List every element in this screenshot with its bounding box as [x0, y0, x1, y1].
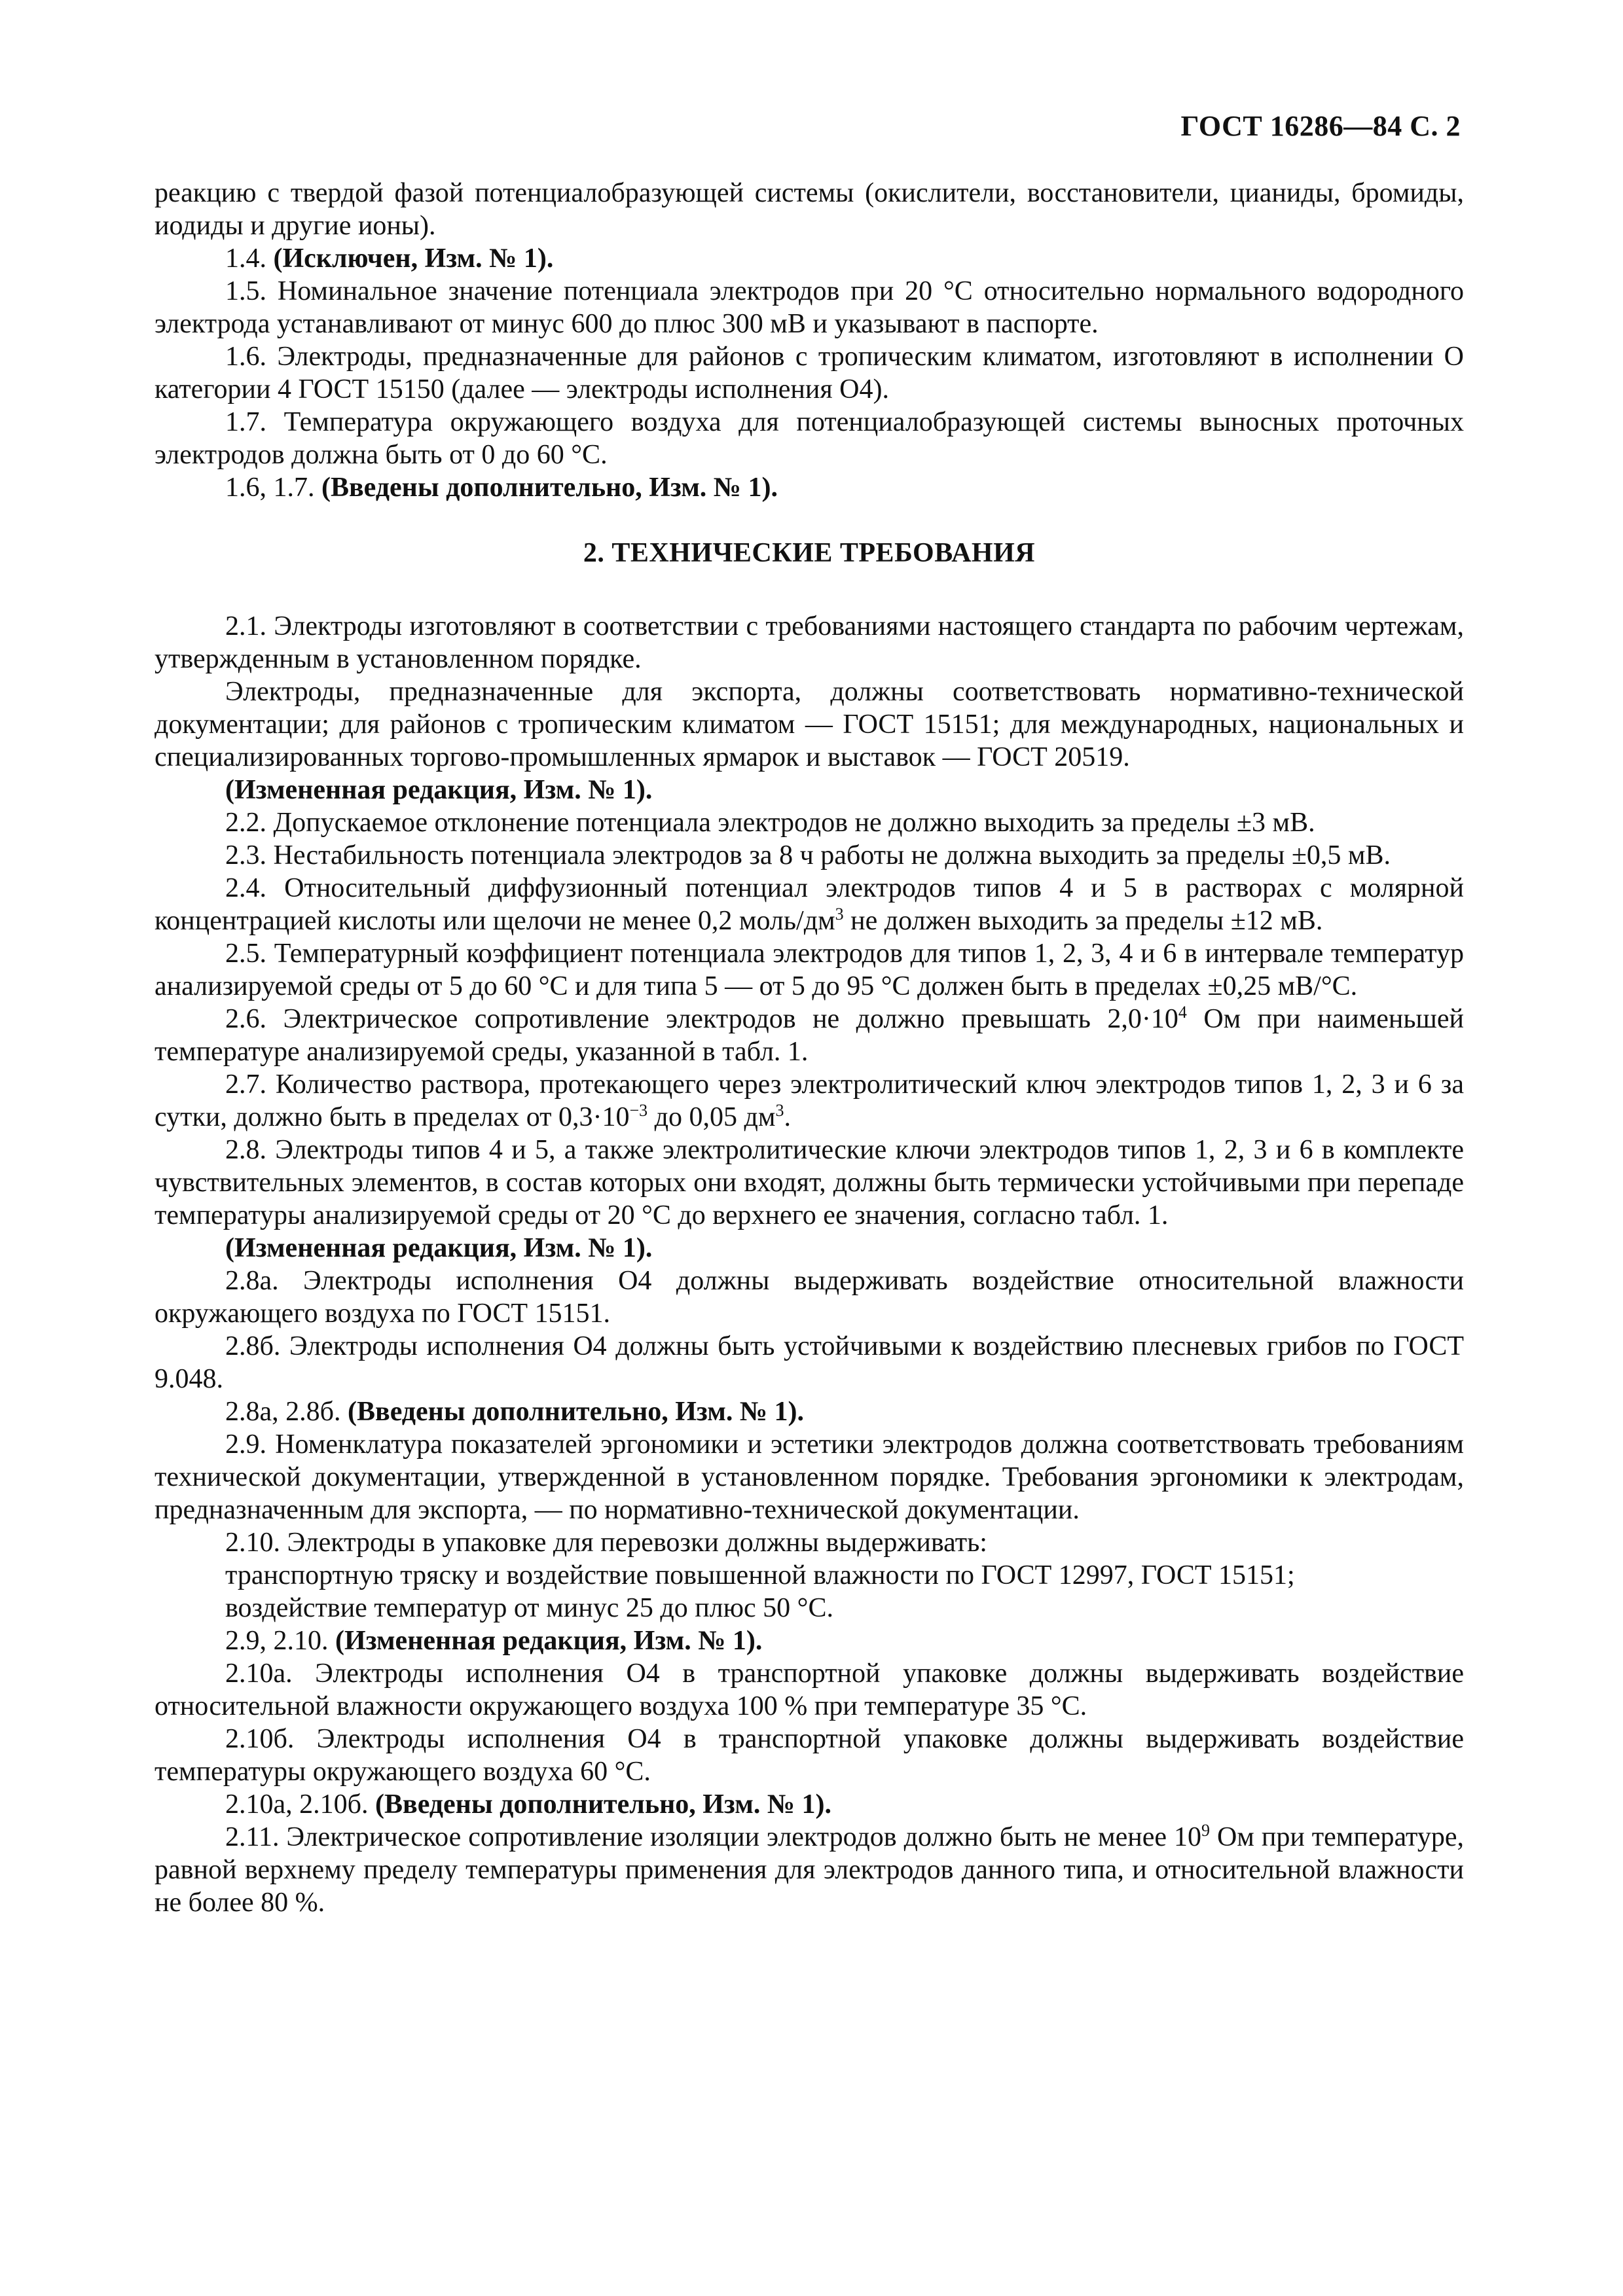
- clause-2-10-item: транспортную тряску и воздействие повышенной влажности по ГОСТ 12997, ГОСТ 15151;: [225, 1560, 1295, 1590]
- clause-number: 1.4.: [225, 243, 266, 274]
- clause-2-8b: 2.8б. Электроды исполнения О4 должны быть устойчивыми к воздействию плесневых грибов по ГОСТ 9.048.: [155, 1331, 1464, 1394]
- clause-text: до 0,05 дм: [647, 1102, 776, 1132]
- clause-2-8: 2.8. Электроды типов 4 и 5, а также электролитические ключи электродов типов 1, 2, 3 и 6 в комплекте чувствительных элементов, в состав которых они входят, должны быть термически устойчивыми при перепаде температуры анализируемой среды от 20 °С до верхнего ее значения, согласно табл. 1.: [155, 1135, 1464, 1230]
- clause-text: .: [784, 1102, 791, 1132]
- clause-text: 2.6. Электрическое сопротивление электродов не должно превышать 2,0·10: [225, 1004, 1178, 1034]
- clause-number: 2.10а, 2.10б.: [225, 1789, 369, 1820]
- amendment-note: (Исключен, Изм. № 1).: [273, 243, 554, 274]
- amendment-note: [155, 774, 1464, 806]
- clause-2-10: 2.10. Электроды в упаковке для перевозки должны выдерживать:: [225, 1528, 987, 1558]
- clause-2-6: [155, 1003, 1464, 1068]
- superscript: 3: [775, 1101, 784, 1120]
- clause-2-9-2-10-note: [155, 1624, 1464, 1657]
- clause-number: 2.8а, 2.8б.: [225, 1397, 341, 1427]
- clause-text: 2.7. Количество раствора, протекающего через электролитический ключ электродов типов 1, 2, 3 и 6 за сутки, должно быть в пределах от 0,3·10: [155, 1069, 1464, 1132]
- clause-number: 1.6, 1.7.: [225, 473, 315, 503]
- clause-2-10-item: воздействие температур от минус 25 до плюс 50 °С.: [225, 1593, 833, 1623]
- superscript: −3: [629, 1101, 648, 1120]
- amendment-note: (Измененная редакция, Изм. № 1).: [335, 1626, 763, 1656]
- clause-text: 2.11. Электрическое сопротивление изоляции электродов должно быть не менее 10: [225, 1822, 1201, 1852]
- clause-2-3: 2.3. Нестабильность потенциала электродов за 8 ч работы не должна выходить за пределы ±0,5 мВ.: [225, 840, 1391, 870]
- amendment-note-text: (Измененная редакция, Изм. № 1).: [225, 775, 653, 805]
- clause-2-5: 2.5. Температурный коэффициент потенциала электродов для типов 1, 2, 3, 4 и 6 в интервале температур анализируемой среды от 5 до 60 °С и для типа 5 — от 5 до 95 °С должен быть в пределах ±0,25 мВ/°С.: [155, 939, 1464, 1001]
- clause-2-1-export: Электроды, предназначенные для экспорта, должны соответствовать нормативно-технической документации; для районов с тропическим климатом — ГОСТ 15151; для международных, национальных и специализированных торгово-промышленных ярмарок и выставок — ГОСТ 20519.: [155, 677, 1464, 772]
- clause-1-6-1-7-note: [155, 471, 1464, 504]
- clause-2-2: 2.2. Допускаемое отклонение потенциала электродов не должно выходить за пределы ±3 мВ.: [225, 808, 1315, 838]
- clause-1-4: [155, 242, 1464, 275]
- clause-2-8a: 2.8а. Электроды исполнения О4 должны выдерживать воздействие относительной влажности окружающего воздуха по ГОСТ 15151.: [155, 1266, 1464, 1329]
- body-text: [155, 177, 1464, 1919]
- superscript: 4: [1178, 1003, 1187, 1022]
- clause-number: 2.9, 2.10.: [225, 1626, 329, 1656]
- clause-2-7: [155, 1068, 1464, 1134]
- page-header: ГОСТ 16286—84 С. 2: [1180, 110, 1461, 142]
- clause-2-4: [155, 872, 1464, 937]
- clause-2-10a-2-10b-note: [155, 1788, 1464, 1821]
- paragraph-continuation: реакцию с твердой фазой потенциалобразующей системы (окислители, восстановители, цианиды, бромиды, иодиды и другие ионы).: [155, 178, 1464, 241]
- clause-text: Ом при температуре, равной верхнему пределу температуры применения для электродов данного типа, и относительной влажности не более 80 %.: [155, 1822, 1464, 1918]
- clause-2-9: 2.9. Номенклатура показателей эргономики и эстетики электродов должна соответствовать требованиям технической документации, утвержденной в установленном порядке. Требования эргономики к электродам, предназначенным для экспорта, — по нормативно-технической документации.: [155, 1429, 1464, 1525]
- superscript: 9: [1201, 1821, 1210, 1840]
- clause-text: не должен выходить за пределы ±12 мВ.: [843, 906, 1323, 936]
- clause-1-7: 1.7. Температура окружающего воздуха для потенциалобразующей системы выносных проточных электродов должна быть от 0 до 60 °С.: [155, 407, 1464, 470]
- clause-1-6: 1.6. Электроды, предназначенные для районов с тропическим климатом, изготовляют в исполнении О категории 4 ГОСТ 15150 (далее — электроды исполнения О4).: [155, 342, 1464, 404]
- amendment-note: (Введены дополнительно, Изм. № 1).: [375, 1789, 832, 1820]
- amendment-note: [155, 1232, 1464, 1265]
- amendment-note: (Введены дополнительно, Изм. № 1).: [321, 473, 778, 503]
- section-title: 2. ТЕХНИЧЕСКИЕ ТРЕБОВАНИЯ: [583, 538, 1036, 568]
- clause-1-5: 1.5. Номинальное значение потенциала электродов при 20 °С относительно нормального водородного электрода устанавливают от минус 600 до плюс 300 мВ и указывают в паспорте.: [155, 276, 1464, 339]
- clause-2-10a: 2.10а. Электроды исполнения О4 в транспортной упаковке должны выдерживать воздействие относительной влажности окружающего воздуха 100 % при температуре 35 °С.: [155, 1659, 1464, 1721]
- amendment-note-text: (Измененная редакция, Изм. № 1).: [225, 1233, 653, 1263]
- amendment-note: (Введены дополнительно, Изм. № 1).: [348, 1397, 805, 1427]
- superscript: 3: [835, 905, 844, 924]
- clause-2-11: [155, 1821, 1464, 1919]
- clause-2-8a-2-8b-note: [155, 1395, 1464, 1428]
- clause-text: 2.4. Относительный диффузионный потенциал электродов типов 4 и 5 в растворах с молярной концентрацией кислоты или щелочи не менее 0,2 моль/дм: [155, 873, 1464, 936]
- clause-2-1: 2.1. Электроды изготовляют в соответствии с требованиями настоящего стандарта по рабочим чертежам, утвержденным в установленном порядке.: [155, 611, 1464, 674]
- clause-2-10b: 2.10б. Электроды исполнения О4 в транспортной упаковке должны выдерживать воздействие температуры окружающего воздуха 60 °С.: [155, 1724, 1464, 1787]
- clause-text: Ом при наименьшей температуре анализируемой среды, указанной в табл. 1.: [155, 1004, 1464, 1067]
